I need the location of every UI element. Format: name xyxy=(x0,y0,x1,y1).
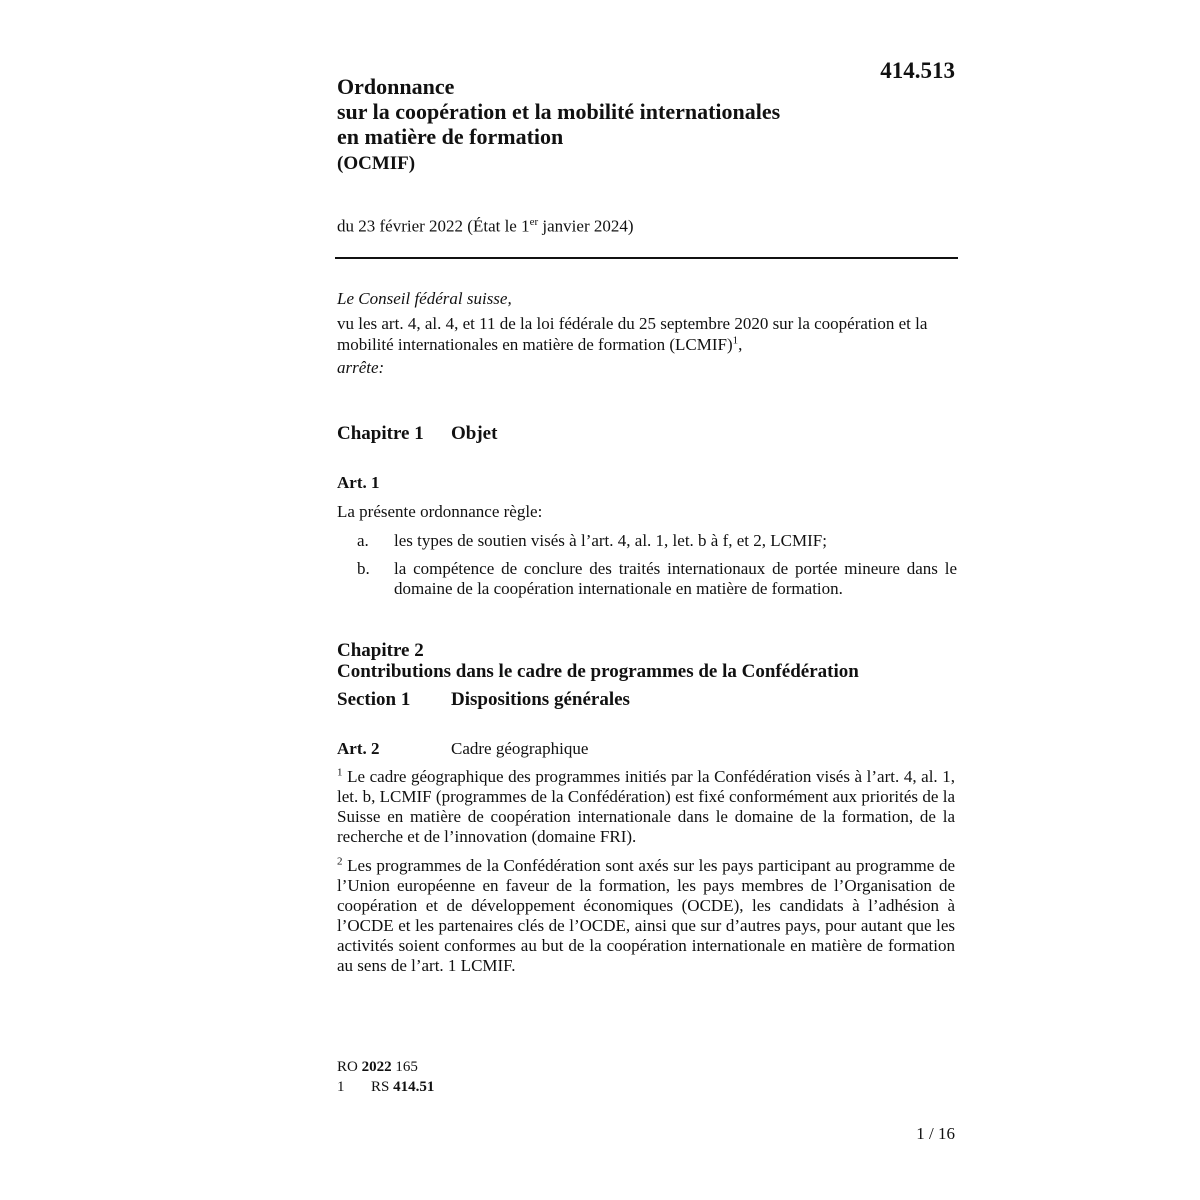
date-prefix: du 23 février 2022 (État le 1 xyxy=(337,216,530,236)
footnotes xyxy=(337,1057,434,1097)
chapter-2-heading xyxy=(337,640,859,682)
document-title xyxy=(337,74,897,149)
section-1-heading xyxy=(337,689,630,711)
article-1-heading: Art. 1 xyxy=(337,473,380,492)
preamble-basis xyxy=(337,313,957,355)
list-item xyxy=(337,559,957,599)
chapter-2-title: Contributions dans le cadre de programmes de la Confédération xyxy=(337,661,859,682)
article-2-title: Cadre géographique xyxy=(451,739,589,758)
article-1-list xyxy=(337,531,957,607)
preamble-authority: Le Conseil fédéral suisse, xyxy=(337,289,512,308)
footnote-reference-1[interactable]: 1 xyxy=(732,334,739,347)
date-suffix: janvier 2024) xyxy=(538,216,634,236)
header-divider xyxy=(335,257,958,259)
date-superscript: er xyxy=(529,216,539,228)
preamble-decree: arrête: xyxy=(337,358,385,377)
title-line: Ordonnance xyxy=(337,74,455,99)
preamble-basis-text: vu les art. 4, al. 4, et 11 de la loi fédérale du 25 septembre 2020 sur la coopération et la mobilité internationales en matière de formation (LCMIF) xyxy=(337,314,928,354)
section-1-number: Section 1 xyxy=(337,689,411,710)
chapter-2-number: Chapitre 2 xyxy=(337,640,424,661)
footnote-1-reference[interactable]: 414.51 xyxy=(393,1079,435,1095)
paragraph-number: 1 xyxy=(337,766,343,779)
footnote-1-prefix: RS xyxy=(371,1079,394,1095)
article-2-paragraph-1 xyxy=(337,767,955,847)
list-item-letter: a. xyxy=(357,531,369,550)
section-1-title: Dispositions générales xyxy=(451,689,630,710)
chapter-1-number: Chapitre 1 xyxy=(337,423,424,444)
footnote-1 xyxy=(337,1077,434,1097)
list-item xyxy=(337,531,957,551)
chapter-1-title: Objet xyxy=(451,423,498,444)
article-2-heading xyxy=(337,739,588,759)
paragraph-text: Le cadre géographique des programmes initiés par la Confédération visés à l’art. 4, al. 1, let. b, LCMIF (programmes de la Confédération) est fixé conformément aux priorités de la Suisse en matière de coopération internationale dans le domaine de la formation, de la recherche et de l’innovation (domaine FRI). xyxy=(337,767,956,846)
list-item-text: la compétence de conclure des traités internationaux de portée mineure dans le domaine de la coopération internationale en matière de formation. xyxy=(394,559,957,598)
preamble xyxy=(337,288,957,382)
article-1-intro: La présente ordonnance règle: xyxy=(337,502,543,521)
sr-number: 414.513 xyxy=(880,58,955,83)
paragraph-text: Les programmes de la Confédération sont axés sur les pays participant au programme de l’Union européenne en faveur de la formation, les pays membres de l’Organisation de coopération et de développement économiques (OCDE), les candidats à l’adhésion à l’OCDE et les partenaires clés de l’OCDE, ainsi que sur d’autres pays, pour autant que les activités soient conformes au but de la coopération internationale en matière de formation au sens de l’art. 1 LCMIF. xyxy=(337,856,955,975)
preamble-basis-end: , xyxy=(738,335,743,354)
ro-year: 2022 xyxy=(361,1059,392,1075)
ro-prefix: RO xyxy=(337,1059,362,1075)
document-date xyxy=(337,216,634,237)
page-number: 1 / 16 xyxy=(916,1124,955,1143)
ro-page: 165 xyxy=(391,1059,418,1075)
list-item-text: les types de soutien visés à l’art. 4, al. 1, let. b à f, et 2, LCMIF; xyxy=(394,531,827,550)
article-2-number: Art. 2 xyxy=(337,739,380,758)
footnote-1-number: 1 xyxy=(337,1079,345,1095)
title-line: en matière de formation xyxy=(337,124,564,149)
document-abbreviation: (OCMIF) xyxy=(337,153,416,174)
ro-reference xyxy=(337,1057,434,1077)
chapter-1-heading xyxy=(337,423,497,445)
title-line: sur la coopération et la mobilité internationales xyxy=(337,99,781,124)
paragraph-number: 2 xyxy=(337,855,343,868)
list-item-letter: b. xyxy=(357,559,370,578)
article-2-paragraph-2 xyxy=(337,856,955,976)
